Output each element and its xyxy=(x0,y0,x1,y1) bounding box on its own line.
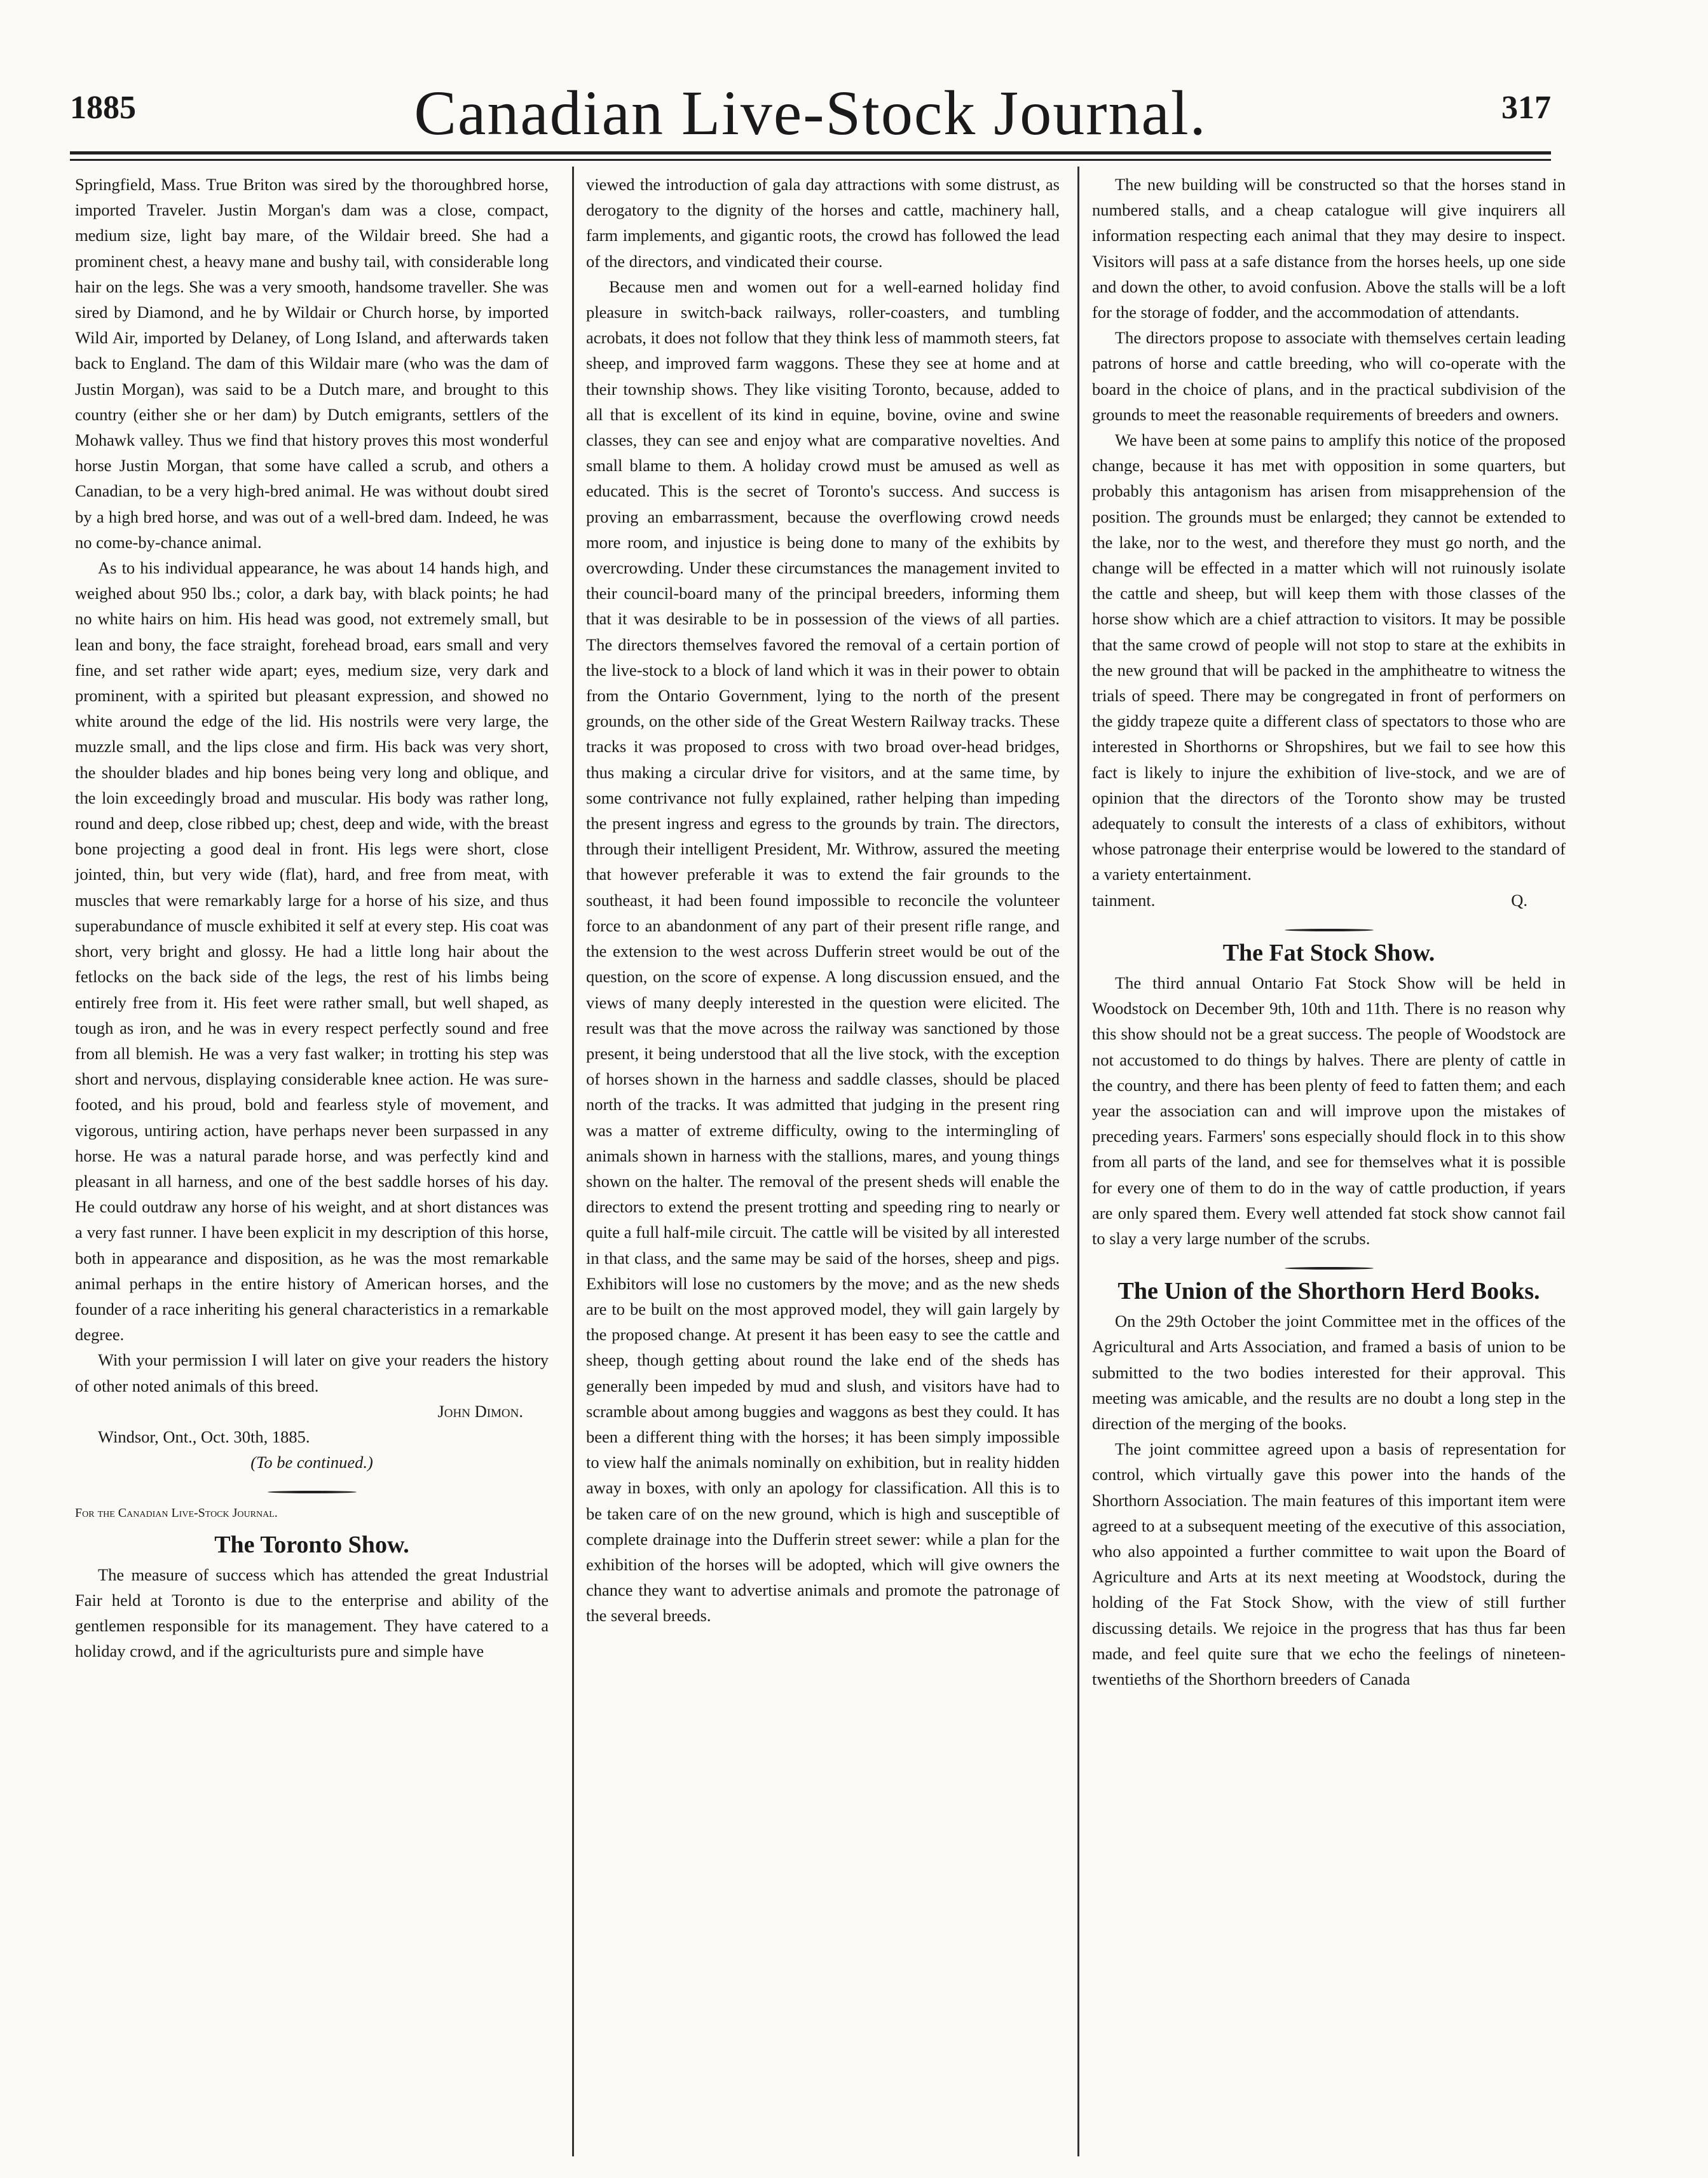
ornament-divider xyxy=(1092,1251,1566,1273)
author-signature: John Dimon. xyxy=(437,1401,523,1421)
column-3 xyxy=(1092,172,1566,1692)
masthead xyxy=(70,76,1551,153)
paragraph: With your permission I will later on give your readers the history of other noted animals of this breed. xyxy=(75,1350,549,1395)
paragraph: The new building will be constructed so that the horses stand in numbered stalls, and a cheap catalogue will give inquirers all information respecting each animal that they may desire to inspect. Visitors will pass at a safe distance from the horses heels, up one side and down the other, to avoid confusion. Above the stalls will be a loft for the storage of fodder, and the accommodation of attendants. xyxy=(1092,175,1566,322)
journal-title: Canadian Live-Stock Journal. xyxy=(414,78,1207,148)
paragraph: As to his individual appearance, he was about 14 hands high, and weighed about 950 lbs.; color, a dark bay, with black points; he had no white hairs on him. His head was good, not extremely small, but lean and bony, the face straight, forehead broad, ears small and very fine, and set rather wide apart; eyes, medium size, very dark and prominent, with a spirited but pleasant expression, and showed no white around the edge of the lid. His nostrils were very large, the muzzle small, and the lips close and firm. His back was very short, the shoulder blades and hip bones being very long and oblique, and the loin exceedingly broad and muscular. His body was rather long, round and deep, close ribbed up; chest, deep and wide, with the breast bone projecting a good deal in front. His legs were short, close jointed, thin, but very wide (flat), hard, and free from meat, with muscles that were remarkably large for a horse of his size, and thus superabundance of muscle exhibited it self at every step. His coat was short, very bright and glossy. He had a little long hair about the fetlocks on the back side of the legs, the rest of his limbs being entirely free from it. His feet were rather small, but well shaped, as tough as iron, and he was in every respect perfectly sound and free from all blemish. He was a very fast walker; in trotting his step was short and nervous, displaying considerable knee action. He was sure-footed, and his proud, bold and fearless style of movement, and vigorous, untiring action, have perhaps never been surpassed in any horse. He was a natural parade horse, and was perfectly kind and pleasant in all harness, and one of the best saddle horses of his day. He could outdraw any horse of his weight, and at short distances was a very fast runner. I have been explicit in my description of this horse, both in appearance and disposition, as he was the most remarkable animal perhaps in the entire history of American horses, and the founder of a race inheriting his general characteristics in a remarkable degree. xyxy=(75,558,549,1345)
continued-note: (To be continued.) xyxy=(250,1453,373,1472)
page-number: 317 xyxy=(1501,90,1551,126)
year: 1885 xyxy=(70,90,136,126)
column-divider xyxy=(572,167,574,2156)
paragraph: The third annual Ontario Fat Stock Show will be held in Woodstock on December 9th, 10th and 11th. There is no reason why this show should not be a great success. The people of Woodstock are not accustomed to do things by halves. There are plenty of cattle in the country, and there has been plenty of feed to fatten them; and each year the association can and will improve upon the mistakes of preceding years. Farmers' sons especially should flock in to this show from all parts of the land, and see for themselves what it is possible for every one of them to do in the way of cattle production, if years are only spared them. Every well attended fat stock show cannot fail to slay a very large number of the scrubs. xyxy=(1092,973,1566,1248)
kicker: For the Canadian Live-Stock Journal. xyxy=(75,1506,278,1521)
place-date: Windsor, Ont., Oct. 30th, 1885. xyxy=(98,1427,310,1446)
column-2 xyxy=(586,172,1060,1629)
article-heading: The Toronto Show. xyxy=(214,1531,409,1558)
paragraph: The directors propose to associate with themselves certain leading patrons of horse and cattle breeding, who will co-operate with the board in the choice of plans, and in the practical subdivision of the grounds to meet the reasonable requirements of breeders and owners. xyxy=(1092,328,1566,424)
paragraph: The joint committee agreed upon a basis of representation for control, which virtually gave this power into the hands of the Shorthorn Association. The main features of this important item were agreed to at a subsequent meeting of the executive of this association, who also appointed a further committee to wait upon the Board of Agriculture and Arts at its next meeting at Woodstock, during the holding of the Fat Stock Show, with the view of still further discussing details. We rejoice in the progress that has thus far been made, and feel quite sure that we echo the feelings of nineteen-twentieths of the Shorthorn breeders of Canada xyxy=(1092,1439,1566,1688)
paragraph: We have been at some pains to amplify this notice of the proposed change, because it has met with opposition in some quarters, but probably this antagonism has arisen from misapprehension of the position. The grounds must be enlarged; they cannot be extended to the lake, nor to the west, and therefore they must go north, and the change will be effected in a matter which will not ruinously isolate the cattle and sheep, but will keep them with those classes of the horse show which are a chief attraction to visitors. It may be possible that the same crowd of people will not stop to stare at the exhibits in the new ground that will be packed in the amphitheatre to witness the trials of speed. There may be congregated in front of performers on the giddy trapeze quite a different class of spectators to those who are interested in Shorthorns or Shropshires, but we fail to see how this fact is likely to injure the exhibition of live-stock, and we are of opinion that the directors of the Toronto show may be trusted adequately to consult the interests of a class of exhibitors, without whose patronage their enterprise would be lowered to the standard of a variety entertainment. xyxy=(1092,430,1566,884)
paragraph: The measure of success which has attended the great Industrial Fair held at Toronto is due to the enterprise and ability of the gentlemen responsible for its management. They have catered to a holiday crowd, and if the agriculturists pure and simple have xyxy=(75,1565,549,1661)
signoff: Q. xyxy=(1511,890,1527,910)
article-heading: The Fat Stock Show. xyxy=(1222,939,1435,966)
column-divider xyxy=(1077,167,1079,2156)
header-rule-thin xyxy=(70,159,1551,161)
paragraph: On the 29th October the joint Committee met in the offices of the Agricultural and Arts Association, and framed a basis of union to be submitted to the two bodies interested for their approval. This meeting was amicable, and the results are no doubt a long step in the direction of the merging of the books. xyxy=(1092,1312,1566,1433)
paragraph: viewed the introduction of gala day attractions with some distrust, as derogatory to the dignity of the horses and cattle, machinery hall, farm implements, and gigantic roots, the crowd has followed the lead of the directors, and vindicated their course. xyxy=(586,175,1060,271)
signoff-row xyxy=(1092,887,1566,913)
article-heading: The Union of the Shorthorn Herd Books. xyxy=(1117,1278,1540,1305)
column-1 xyxy=(75,172,549,1664)
ornament-divider xyxy=(1092,913,1566,935)
paragraph: Because men and women out for a well-earned holiday find pleasure in switch-back railways, roller-coasters, and tumbling acrobats, it does not follow that they think less of mammoth steers, fat sheep, and improved farm waggons. These they see at home and at their township shows. They like visiting Toronto, because, added to all that is excellent of its kind in equine, bovine, ovine and swine classes, they can see and enjoy what are comparative novelties. And small blame to them. A holiday crowd must be amused as well as educated. This is the secret of Toronto's success. And success is proving an embarrassment, because the overflowing crowd needs more room, and injustice is being done to many of the exhibits by overcrowding. Under these circumstances the management invited to their council-board many of the principal breeders, informing them that it was desirable to be in possession of the views of all parties. The directors themselves favored the removal of a certain portion of the live-stock to a block of land which it was in their power to obtain from the Ontario Government, lying to the north of the present grounds, on the other side of the Great Western Railway tracks. These tracks it was proposed to cross with two broad over-head bridges, thus making a circular drive for visitors, and at the same time, by some contrivance not fully explained, rather helping than impeding the present ingress and egress to the grounds by train. The directors, through their intelligent President, Mr. Withrow, assured the meeting that however preferable it was to extend the fair grounds to the southeast, it had been found impossible to reconcile the volunteer force to an abandonment of any part of their present rifle range, and the extension to the west across Dufferin street would be out of the question, on the score of expense. A long discussion ensued, and the views of many deeply interested in the question were elicited. The result was that the move across the railway was sanctioned by those present, it being understood that all the live stock, with the exception of horses shown in the harness and saddle classes, should be placed north of the tracks. It was admitted that judging in the present ring was a matter of extreme difficulty, owing to the intermingling of animals shown in harness with the stallions, mares, and young things shown on the halter. The removal of the present sheds will enable the directors to extend the present trotting and speeding ring to nearly or quite a full half-mile circuit. The cattle will be visited by all interested in that class, and the same may be said of the horses, sheep and pigs. Exhibitors will lose no customers by the move; and as the new sheds are to be built on the most approved model, they will gain largely by the proposed change. At present it has been easy to see the cattle and sheep, though getting about round the lake end of the sheds has generally been impeded by mud and slush, and visitors have had to scramble about among buggies and waggons as best they could. It has been a different thing with the horses; it has been simply impossible to view half the animals nominally on exhibition, but in reality hidden away in boxes, with only an apology for classification. All this is to be taken care of on the new ground, which is high and susceptible of complete drainage into the Dufferin street sewer: while a plan for the exhibition of the horses will be adopted, which will give owners the chance they want to advertise animals and promote the patronage of the several breeds. xyxy=(586,277,1060,1626)
last-line-end: tainment. xyxy=(1092,890,1156,910)
ornament-divider xyxy=(75,1475,549,1497)
header-rule xyxy=(70,151,1551,154)
paragraph: Springfield, Mass. True Briton was sired by the thoroughbred horse, imported Traveler. Justin Morgan's dam was a close, compact, medium size, light bay mare, of the Wildair breed. She had a prominent chest, a heavy mane and bushy tail, with considerable long hair on the legs. She was a very smooth, handsome traveller. She was sired by Diamond, and he by Wildair or Church horse, by imported Wild Air, imported by Delaney, of Long Island, and afterwards taken back to England. The dam of this Wildair mare (who was the dam of Justin Morgan), was said to be a Dutch mare, and brought to this country (either she or her dam) by Dutch emigrants, settlers of the Mohawk valley. Thus we find that history proves this most wonderful horse Justin Morgan, that some have called a scrub, and others a Canadian, to be a very high-bred animal. He was without doubt sired by a high bred horse, and was out of a well-bred dam. Indeed, he was no come-by-chance animal. xyxy=(75,175,549,552)
